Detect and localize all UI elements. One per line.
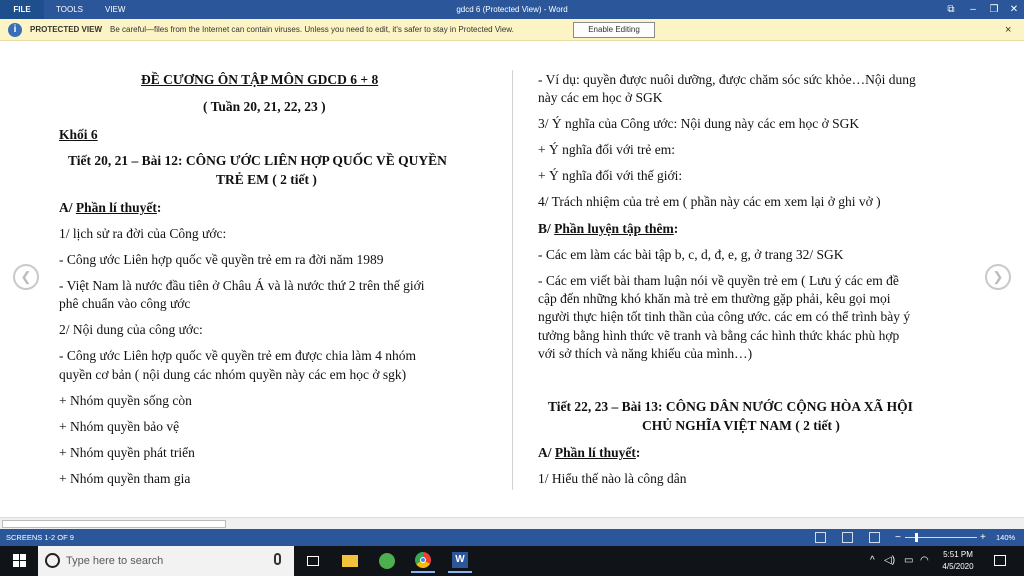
paragraph: - Các em viết bài tham luận nói về quyền trẻ em ( Lưu ý các em đề [538,273,899,288]
document-heading: ĐỀ CƯƠNG ÔN TẬP MÔN GDCD 6 + 8 [141,72,379,87]
close-window-icon[interactable]: ✕ [1009,4,1019,15]
lesson-title-line-1: Tiết 20, 21 – Bài 12: CÔNG ƯỚC LIÊN HỢP QUỐC VỀ QUYỀN [68,153,447,168]
enable-editing-button[interactable]: Enable Editing [573,22,655,38]
scrollbar-thumb[interactable] [2,520,226,528]
paragraph: người thực hiện tốt tinh thần của công ước. các em có thể trình bày ý [538,309,911,324]
clock-date: 4/5/2020 [942,562,974,571]
list-item: + Nhóm quyền sống còn [59,393,192,408]
chrome-icon[interactable] [411,549,435,573]
lesson2-title-line-1: Tiết 22, 23 – Bài 13: CÔNG DÂN NƯỚC CỘNG HÒA XÃ HỘI [548,399,913,414]
section-a2-heading: A/ Phần lí thuyết: [538,445,641,460]
lesson-title-line-2: TRẺ EM ( 2 tiết ) [216,172,317,187]
paragraph: - Việt Nam là nước đầu tiên ở Châu Á và là nước thứ 2 trên thế giới [59,278,425,293]
list-item: + Nhóm quyền bảo vệ [59,419,180,434]
wifi-icon[interactable]: ◠ [920,555,929,566]
read-mode-icon[interactable] [815,532,826,543]
protected-view-bar [0,19,1024,41]
next-screen-icon[interactable]: ❯ [985,264,1011,290]
protected-view-title: PROTECTED VIEW [30,25,103,34]
clock-time: 5:51 PM [943,550,973,559]
paragraph: này các em học ở SGK [538,90,663,105]
search-placeholder: Type here to search [66,555,164,567]
page-divider [512,70,513,490]
paragraph: - Ví dụ: quyền được nuôi dưỡng, được chăm sóc sức khỏe…Nội dung [538,72,916,87]
paragraph: - Công ước Liên hợp quốc về quyền trẻ em được chia làm 4 nhóm [59,348,416,363]
shield-info-icon: i [8,23,22,37]
file-explorer-icon[interactable] [338,549,362,573]
file-tab[interactable]: FILE [0,0,44,19]
taskbar-search-box[interactable] [38,546,294,576]
zoom-level[interactable]: 140% [996,533,1016,542]
paragraph: 3/ Ý nghĩa của Công ước: Nội dung này các em học ở SGK [538,116,860,131]
list-item: + Nhóm quyền phát triển [59,445,195,460]
lesson2-title-line-2: CHỦ NGHĨA VIỆT NAM ( 2 tiết ) [642,418,840,433]
close-bar-icon[interactable]: × [1005,24,1012,36]
paragraph: phê chuẩn vào công ước [59,296,191,311]
paragraph: quyền cơ bản ( nội dung các nhóm quyền này các em học ở sgk) [59,367,407,382]
paragraph: + Ý nghĩa đối với trẻ em: [538,142,675,157]
keyboard-icon[interactable]: ▭ [904,555,914,566]
paragraph: 4/ Trách nhiệm của trẻ em ( phần này các em xem lại ở ghi vở ) [538,194,881,209]
zoom-in-icon[interactable]: + [980,532,986,543]
paragraph: 1/ lịch sử ra đời của Công ước: [59,226,227,241]
taskbar-clock[interactable] [932,549,984,573]
section-a-heading: A/ Phần lí thuyết: [59,200,162,215]
paragraph: cập đến những khó khăn mà trẻ em thường gặp phải, kêu gọi mọi [538,291,891,306]
paragraph: - Công ước Liên hợp quốc về quyền trẻ em ra đời năm 1989 [59,252,384,267]
paragraph: 2/ Nội dung của công ước: [59,322,203,337]
tools-tab[interactable]: TOOLS [56,5,83,14]
minimize-icon[interactable]: – [970,4,976,15]
title-bar [0,0,1024,19]
word-icon[interactable]: W [448,549,472,573]
previous-screen-icon[interactable]: ❮ [13,264,39,290]
section-b-heading: B/ Phần luyện tập thêm: [538,221,679,236]
paragraph: 1/ Hiểu thế nào là công dân [538,471,687,486]
grade-heading: Khối 6 [59,127,98,142]
status-bar [0,529,1024,546]
paragraph: - Các em làm các bài tập b, c, d, đ, e, g, ở trang 32/ SGK [538,247,844,262]
print-layout-icon[interactable] [842,532,853,543]
paragraph: + Ý nghĩa đối với thế giới: [538,168,683,183]
app-icon[interactable] [375,549,399,573]
view-tab[interactable]: VIEW [105,5,126,14]
web-layout-icon[interactable] [869,532,880,543]
speaker-icon[interactable]: ◁) [884,555,896,566]
protected-view-message: Be careful—files from the Internet can contain viruses. Unless you need to edit, it's safer to stay in Protected View. [110,25,514,34]
page-count: SCREENS 1-2 OF 9 [6,533,74,542]
microphone-icon[interactable] [274,553,281,565]
zoom-out-icon[interactable]: − [895,532,901,543]
list-item: + Nhóm quyền tham gia [59,471,191,486]
taskbar [0,546,1024,576]
task-view-icon[interactable] [301,549,325,573]
show-hidden-icons-icon[interactable]: ^ [870,555,875,566]
ribbon-display-options-icon[interactable]: ⧉ [947,4,955,15]
notifications-icon[interactable] [994,555,1006,566]
paragraph: với sở thích và năng khiếu của mình…) [538,346,753,361]
restore-icon[interactable]: ❐ [989,4,999,15]
window-title: gdcd 6 (Protected View) - Word [456,5,568,14]
windows-start-icon[interactable] [0,546,38,576]
zoom-slider-thumb[interactable] [915,533,918,542]
weeks-subheading: ( Tuần 20, 21, 22, 23 ) [203,99,326,114]
horizontal-scrollbar[interactable] [0,517,1024,529]
search-icon [45,553,60,568]
paragraph: tưởng bằng hình thức vẽ tranh và bằng các hình thức khác phù hợp [538,328,900,343]
